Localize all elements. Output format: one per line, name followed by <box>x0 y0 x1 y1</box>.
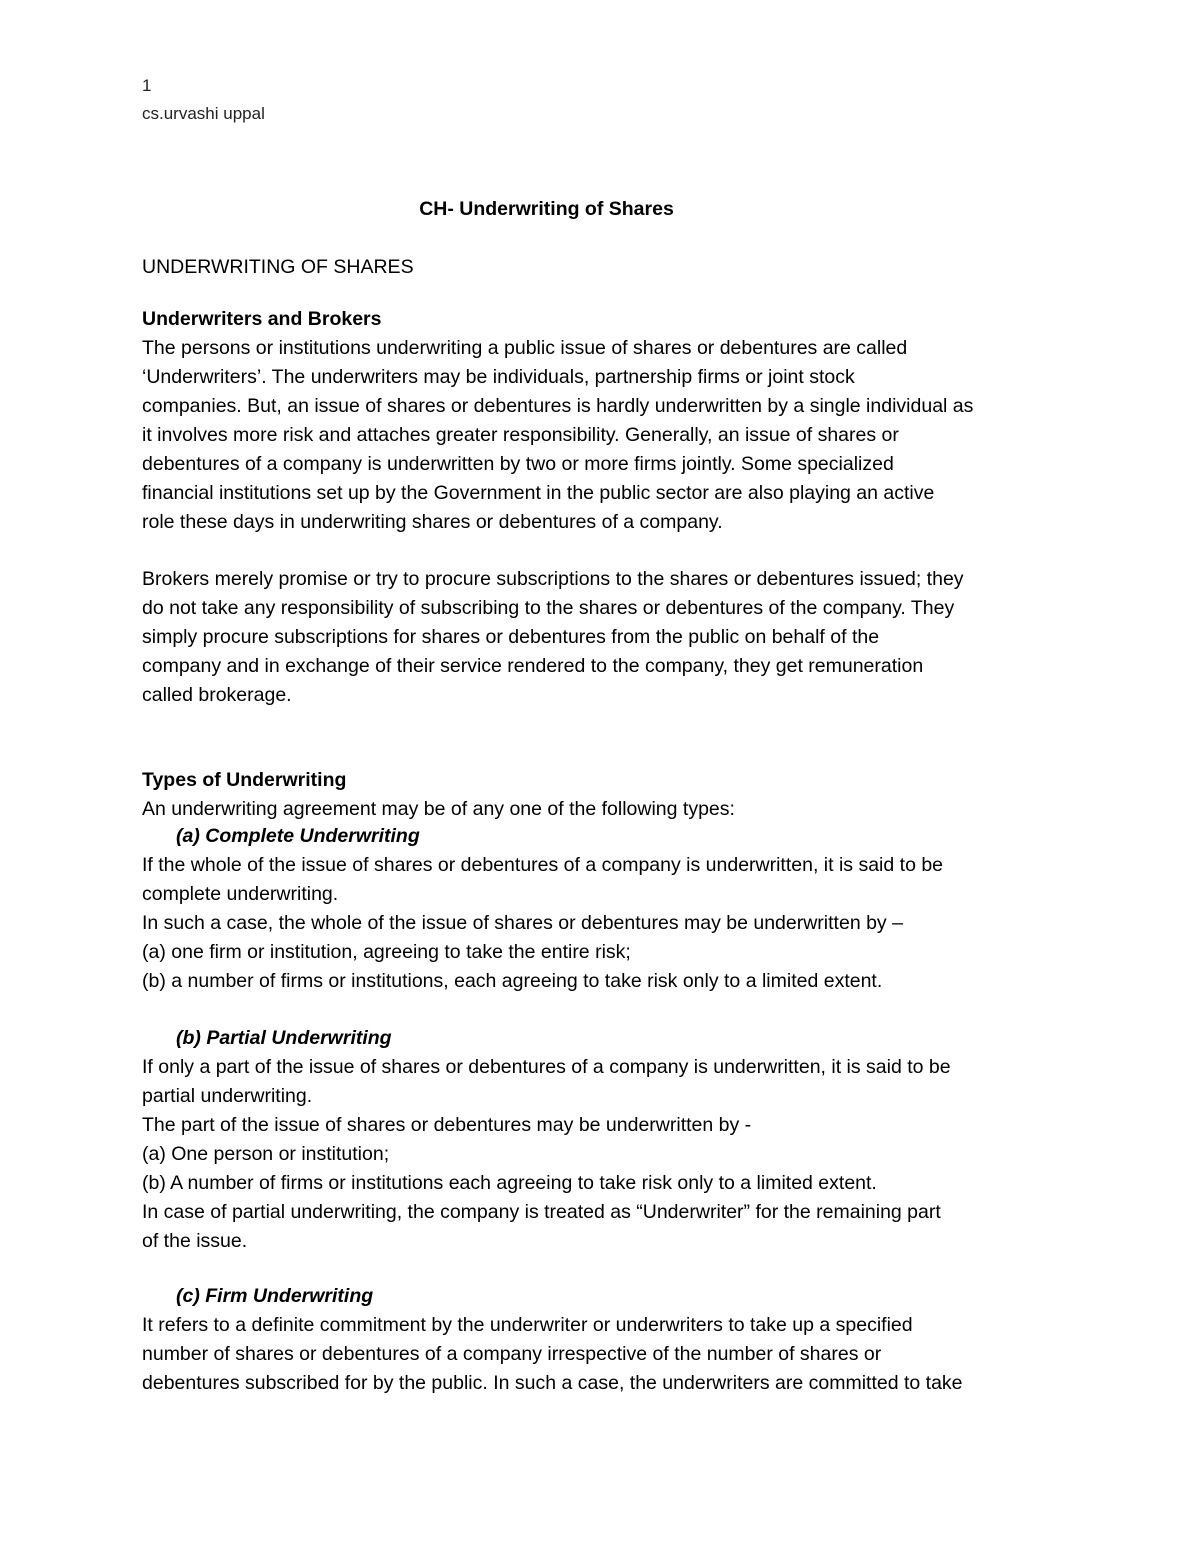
paragraph-line: it involves more risk and attaches greater responsibility. Generally, an issue of shares or <box>142 424 899 446</box>
section-heading: UNDERWRITING OF SHARES <box>142 256 414 278</box>
paragraph-line: The persons or institutions underwriting a public issue of shares or debentures are called <box>142 337 908 359</box>
paragraph-line: role these days in underwriting shares or debentures of a company. <box>142 511 723 533</box>
underwriters-brokers-heading: Underwriters and Brokers <box>142 308 382 330</box>
paragraph-line: ‘Underwriters’. The underwriters may be individuals, partnership firms or joint stock <box>142 366 855 388</box>
paragraph-line: It refers to a definite commitment by the underwriter or underwriters to take up a specified <box>142 1314 913 1336</box>
paragraph-line: The part of the issue of shares or debentures may be underwritten by - <box>142 1114 752 1136</box>
types-heading: Types of Underwriting <box>142 769 347 791</box>
paragraph-line: (a) One person or institution; <box>142 1143 390 1165</box>
paragraph-line: (b) A number of firms or institutions each agreeing to take risk only to a limited extent. <box>142 1172 877 1194</box>
chapter-title: CH- Underwriting of Shares <box>419 198 674 220</box>
paragraph-line: complete underwriting. <box>142 883 339 905</box>
complete-underwriting-title: (a) Complete Underwriting <box>176 825 420 847</box>
partial-underwriting-title: (b) Partial Underwriting <box>176 1027 392 1049</box>
paragraph-line: called brokerage. <box>142 684 292 706</box>
paragraph-line: partial underwriting. <box>142 1085 313 1107</box>
paragraph-line: of the issue. <box>142 1230 248 1252</box>
firm-underwriting-title: (c) Firm Underwriting <box>176 1285 374 1307</box>
page-number: 1 <box>142 76 152 95</box>
paragraph-line: company and in exchange of their service rendered to the company, they get remuneration <box>142 655 924 677</box>
paragraph-line: In case of partial underwriting, the company is treated as “Underwriter” for the remaining part <box>142 1201 941 1223</box>
types-intro: An underwriting agreement may be of any one of the following types: <box>142 798 735 820</box>
paragraph-line: (a) one firm or institution, agreeing to take the entire risk; <box>142 941 631 963</box>
paragraph-line: If the whole of the issue of shares or debentures of a company is underwritten, it is said to be <box>142 854 944 876</box>
paragraph-line: In such a case, the whole of the issue of shares or debentures may be underwritten by – <box>142 912 903 934</box>
paragraph-line: number of shares or debentures of a company irrespective of the number of shares or <box>142 1343 882 1365</box>
paragraph-line: Brokers merely promise or try to procure subscriptions to the shares or debentures issued; they <box>142 568 964 590</box>
paragraph-line: debentures subscribed for by the public. In such a case, the underwriters are committed to take <box>142 1372 963 1394</box>
paragraph-line: (b) a number of firms or institutions, each agreeing to take risk only to a limited extent. <box>142 970 883 992</box>
paragraph-line: simply procure subscriptions for shares or debentures from the public on behalf of the <box>142 626 880 648</box>
paragraph-line: If only a part of the issue of shares or debentures of a company is underwritten, it is said to be <box>142 1056 951 1078</box>
paragraph-line: debentures of a company is underwritten by two or more firms jointly. Some specialized <box>142 453 894 475</box>
paragraph-line: do not take any responsibility of subscribing to the shares or debentures of the company. They <box>142 597 955 619</box>
author-name: cs.urvashi uppal <box>142 104 265 123</box>
paragraph-line: companies. But, an issue of shares or debentures is hardly underwritten by a single individual as <box>142 395 974 417</box>
paragraph-line: financial institutions set up by the Government in the public sector are also playing an active <box>142 482 935 504</box>
